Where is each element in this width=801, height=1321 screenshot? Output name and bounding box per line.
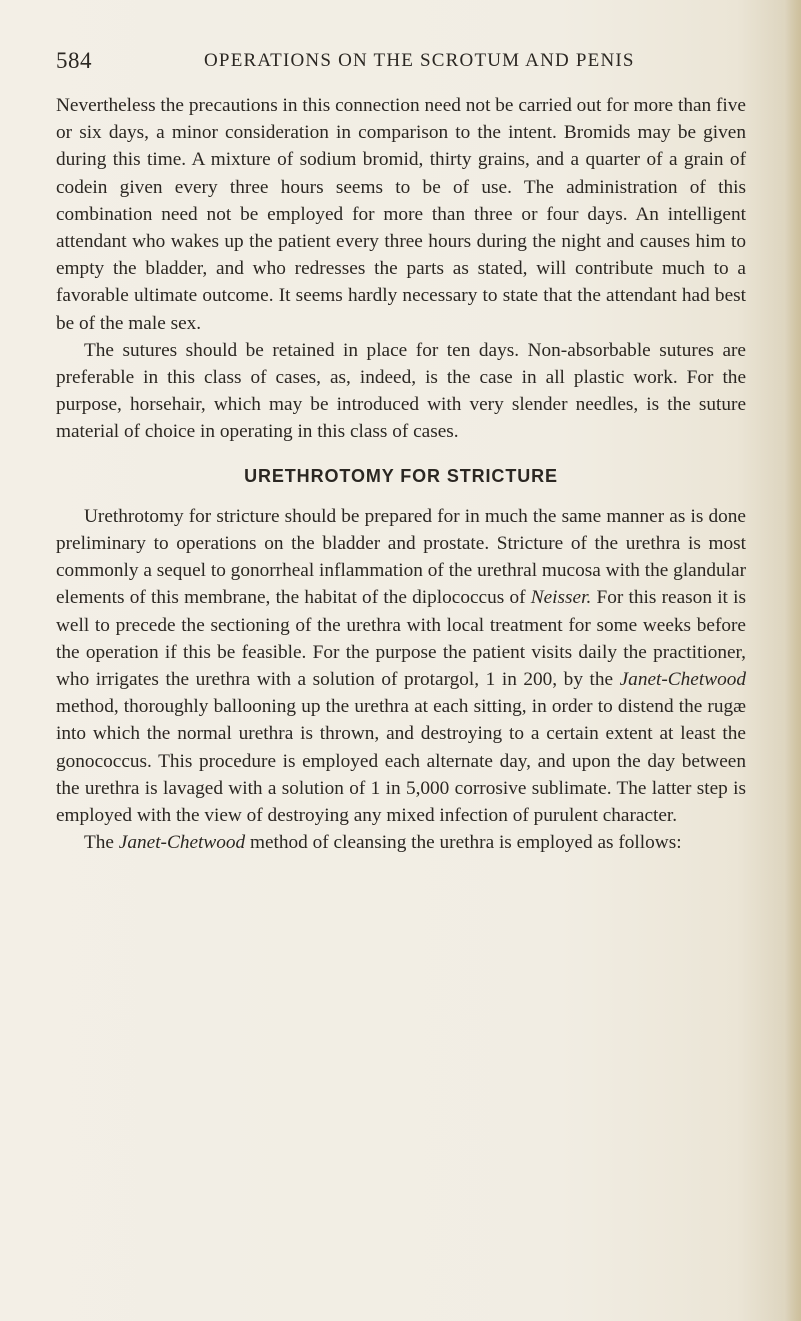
section-heading: URETHROTOMY FOR STRICTURE — [244, 465, 558, 486]
page-edge-shadow — [785, 0, 801, 1321]
paragraph-3-text-b: For this reason it is well to precede the sectioning of the urethra with local treatment for some weeks before the operation if this be feasible. For the purpose the patient visits daily the practitioner, who irrigates the urethra with a solution of protargol, 1 in 200, by the — [56, 587, 746, 691]
paragraph-3-text-a: Urethrotomy for stricture should be prepared for in much the same manner as is done preliminary to operations on the bladder and prostate. Stricture of the urethra is most commonly a sequel to gonorrheal inflammation of the urethral mucosa with the glandular elements of this membrane, the habitat of the diplococcus of — [56, 505, 746, 609]
paragraph-3-italic-neisser: Neisser. — [530, 587, 592, 609]
page-number: 584 — [56, 48, 92, 73]
paragraph-3 — [56, 503, 746, 829]
paragraph-1: Nevertheless the precautions in this connection need not be carried out for more than five or six days, a minor consideration in comparison to the intent. Bromids may be given during this time. A mixture of sodium bromid, thirty grains, and a quarter of a grain of codein given every three hours seems to be of use. The administration of this combination need not be employed for more than three or four days. An intelligent attendant who wakes up the patient every three hours during the night and causes him to empty the bladder, and who redresses the parts as stated, will contribute much to a favorable ultimate outcome. It seems hardly necessary to state that the attendant had best be of the male sex. — [56, 95, 746, 334]
paragraph-4-italic-method: Janet-Chetwood — [118, 832, 246, 854]
body-text — [56, 92, 746, 856]
page-header — [56, 48, 746, 84]
paragraph-4-text-b: method of cleansing the urethra is employed as follows: — [245, 832, 682, 854]
running-title: OPERATIONS ON THE SCROTUM AND PENIS — [204, 50, 635, 71]
paragraph-2: The sutures should be retained in place for ten days. Non-absorbable sutures are preferable in this class of cases, as, indeed, is the case in all plastic work. For the purpose, horsehair, which may be introduced with very slender needles, is the suture material of choice in operating in this class of cases. — [56, 339, 746, 443]
paragraph-3-italic-method: Janet-Chetwood — [619, 669, 746, 691]
paragraph-4 — [56, 829, 746, 856]
paragraph-4-text-a: The — [84, 832, 119, 854]
paragraph-3-text-c: method, thoroughly ballooning up the urethra at each sitting, in order to distend the rugæ into which the normal urethra is thrown, and destroying to a certain extent at least the gonococcus. This procedure is employed each alternate day, and upon the day between the urethra is lavaged with a solution of 1 in 5,000 corrosive sublimate. The latter step is employed with the view of destroying any mixed infection of purulent character. — [56, 696, 746, 827]
